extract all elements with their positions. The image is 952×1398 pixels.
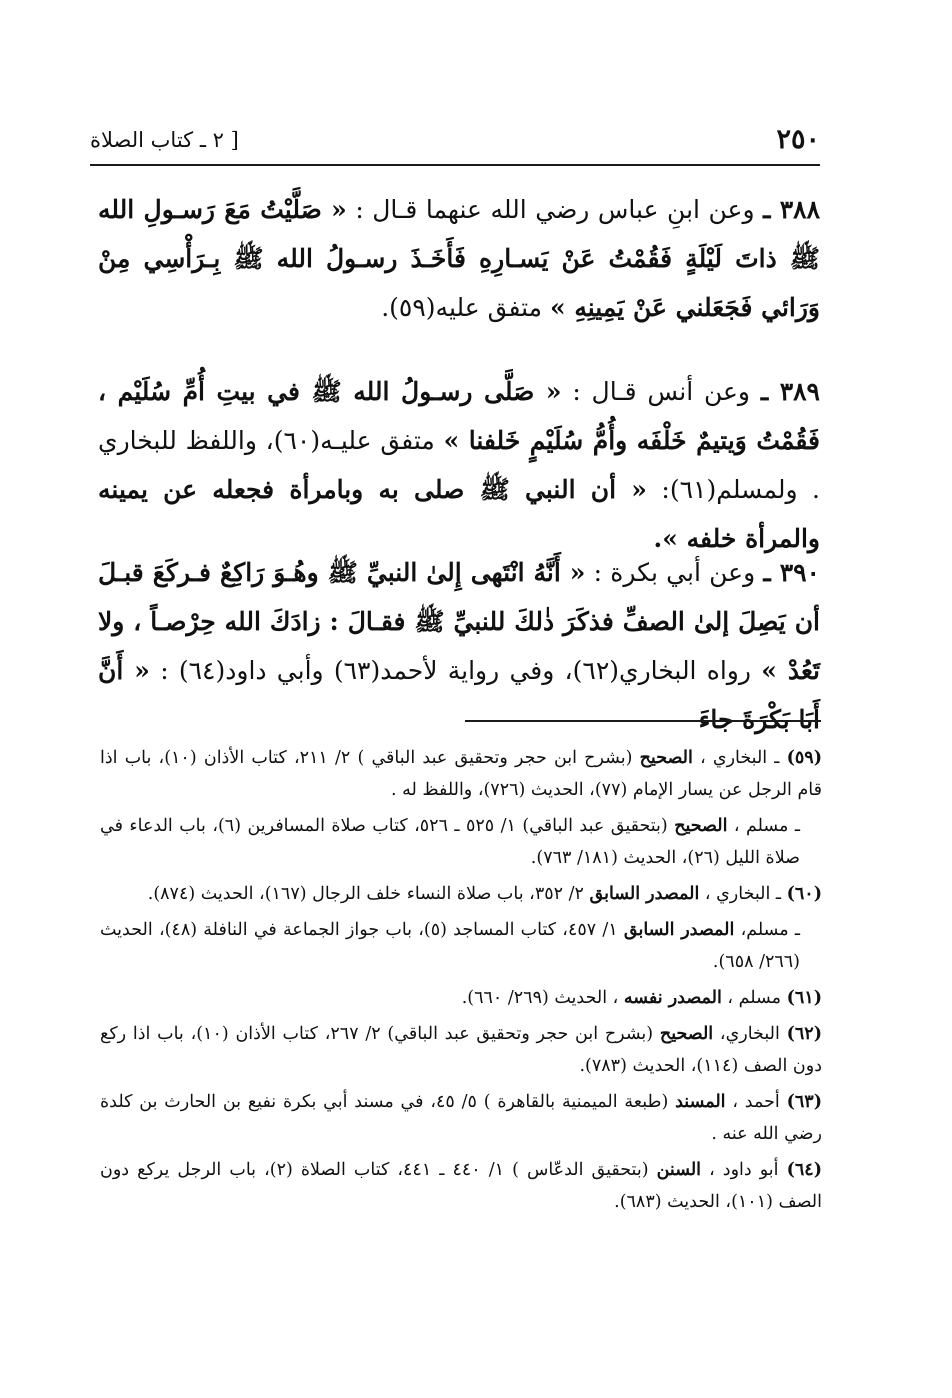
- hadith-intro: وعن ابنِ عباس رضي الله عنهما قـال :: [355, 195, 755, 224]
- hadith-intro: وعن أنس قـال :: [572, 377, 751, 406]
- footnote-60-b: [100, 914, 822, 978]
- footnote-reference: ١/ ٤٥٧، كتاب المساجد (٥)، باب جواز الجماعة في النافلة (٤٨)، الحديث (٢٦٦/ ٦٥٨).: [100, 920, 800, 972]
- footnote-number: (٦٣): [786, 1092, 822, 1112]
- footnote-author: ـ مسلم،: [740, 920, 800, 940]
- hadith-number: ٣٩٠ ـ: [763, 558, 820, 587]
- hadith-number: ٣٨٨ ـ: [763, 195, 821, 224]
- footnote-number: (٦٠): [786, 884, 822, 904]
- hadith-quote: « صَلَّيْتُ مَعَ رَسـولِ الله ﷺ ذاتَ لَيْلَةٍ فَقُمْتُ عَنْ يَسـارِهِ فَأَخَـذَ رسـولُ الله ﷺ بِـرَأْسِي مِنْ وَرَائي فَجَعَلني عَنْ يَمِينِهِ »: [98, 195, 820, 322]
- footnote-61: [100, 982, 822, 1014]
- footnote-reference: (بتحقيق عبد الباقي) ١/ ٥٢٥ ـ ٥٢٦، كتاب صلاة المسافرين (٦)، باب الدعاء في صلاة الليل (٢٦)، الحديث (١٨١/ ٧٦٣).: [100, 816, 800, 868]
- hadith-source: متفق عليـه(٦٠)، واللفظ للبخاري . ولمسلم(٦١):: [98, 426, 820, 504]
- footnote-reference: (بشرح ابن حجر وتحقيق عبد الباقي) ٢/ ٢٦٧، كتاب الأذان (١٠)، باب اذا ركع دون الصف (١١٤)، الحديث (٧٨٣).: [100, 1024, 822, 1076]
- footnote-work: المسند: [675, 1092, 726, 1112]
- footnote-number: (٦٢): [786, 1024, 822, 1044]
- footnote-reference: ٢/ ٣٥٢، باب صلاة النساء خلف الرجال (١٦٧)، الحديث (٨٧٤).: [147, 884, 584, 904]
- hadith-quote: « أَنَّهُ انْتَهى إِلىٰ النبيِّ ﷺ وهُـوَ رَاكِعٌ فـركَعَ قبـلَ أن يَصِلَ إلىٰ الصفِّ فذكَرَ ذٰلكَ للنبيِّ ﷺ فقـالَ : زادَكَ الله حِرْصـاً ، ولا تَعُدْ »: [98, 558, 820, 685]
- footnote-reference: (بتحقيق الدعّاس ) ١/ ٤٤٠ ـ ٤٤١، كتاب الصلاة (٢)، باب الرجل يركع دون الصف (١٠١)، الحديث (٦٨٣).: [100, 1160, 822, 1212]
- footnote-62: [100, 1018, 822, 1082]
- footnote-work: الصحيح: [639, 748, 693, 768]
- footnote-reference: (طبعة الميمنية بالقاهرة ) ٥/ ٤٥، في مسند أبي بكرة نفيع بن الحارث بن كلدة رضي الله عنه .: [100, 1092, 822, 1144]
- footnote-reference: ، الحديث (٢٦٩/ ٦٦٠).: [461, 988, 619, 1008]
- hadith-source: رواه البخاري(٦٢)، وفي رواية لأحمد(٦٣) وأبي داود(٦٤) :: [160, 656, 751, 685]
- hadith-390: [98, 548, 820, 744]
- footnote-work: السنن: [656, 1160, 702, 1180]
- footnote-work: الصحيح: [659, 1024, 714, 1044]
- footnote-author: ـ البخاري ،: [704, 884, 782, 904]
- hadith-source: متفق عليه(٥٩).: [381, 293, 543, 322]
- hadith-quote: « صَلَّى رسـولُ الله ﷺ في بيتِ أُمِّ سُلَيْم ، فَقُمْتُ وَيتيمٌ خَلْفَه وأُمُّ سُلَيْمٍ خَلفنا »: [98, 377, 820, 455]
- footnote-divider: [465, 720, 821, 722]
- footnote-author: البخاري،: [719, 1024, 780, 1044]
- footnote-60: [100, 878, 822, 910]
- footnote-work: الصحيح: [674, 816, 728, 836]
- footnote-work: المصدر السابق: [623, 920, 735, 940]
- footnote-author: ـ مسلم ،: [733, 816, 800, 836]
- hadith-389: [98, 367, 820, 563]
- footnote-number: (٦١): [786, 988, 822, 1008]
- footnote-64: [100, 1154, 822, 1218]
- hadith-quote-variant: « أَنَّ أَبَا بَكْرَةَ جاءَ: [98, 656, 820, 734]
- footnotes: [100, 742, 822, 1222]
- footnote-59-b: [100, 810, 822, 874]
- footnote-author: أحمد ،: [732, 1092, 780, 1112]
- footnote-work: المصدر السابق: [589, 884, 700, 904]
- footnote-work: المصدر نفسه: [623, 988, 722, 1008]
- footnote-59: [100, 742, 822, 806]
- hadith-quote-variant: « أن النبي ﷺ صلى به وبامرأة فجعله عن يمينه والمرأة خلفه ».: [98, 475, 820, 553]
- footnote-number: (٦٤): [786, 1160, 822, 1180]
- footnote-reference: (بشرح ابن حجر وتحقيق عبد الباقي ) ٢/ ٢١١، كتاب الأذان (١٠)، باب اذا قام الرجل عن يسار الإمام (٧٧)، الحديث (٧٢٦)، واللفظ له .: [100, 748, 822, 800]
- hadith-388: [98, 185, 820, 332]
- footnote-63: [100, 1086, 822, 1150]
- hadith-number: ٣٨٩ ـ: [760, 377, 820, 406]
- footnote-number: (٥٩): [786, 748, 822, 768]
- page-number: ٢٥٠: [776, 124, 820, 155]
- hadith-intro: وعن أبي بكرة :: [593, 558, 756, 587]
- footnote-author: أبو داود ،: [709, 1160, 779, 1180]
- footnote-author: ـ البخاري ،: [700, 748, 780, 768]
- page-header: [90, 118, 820, 166]
- running-title: [ ٢ ـ كتاب الصلاة: [90, 128, 239, 152]
- footnote-author: مسلم ،: [727, 988, 782, 1008]
